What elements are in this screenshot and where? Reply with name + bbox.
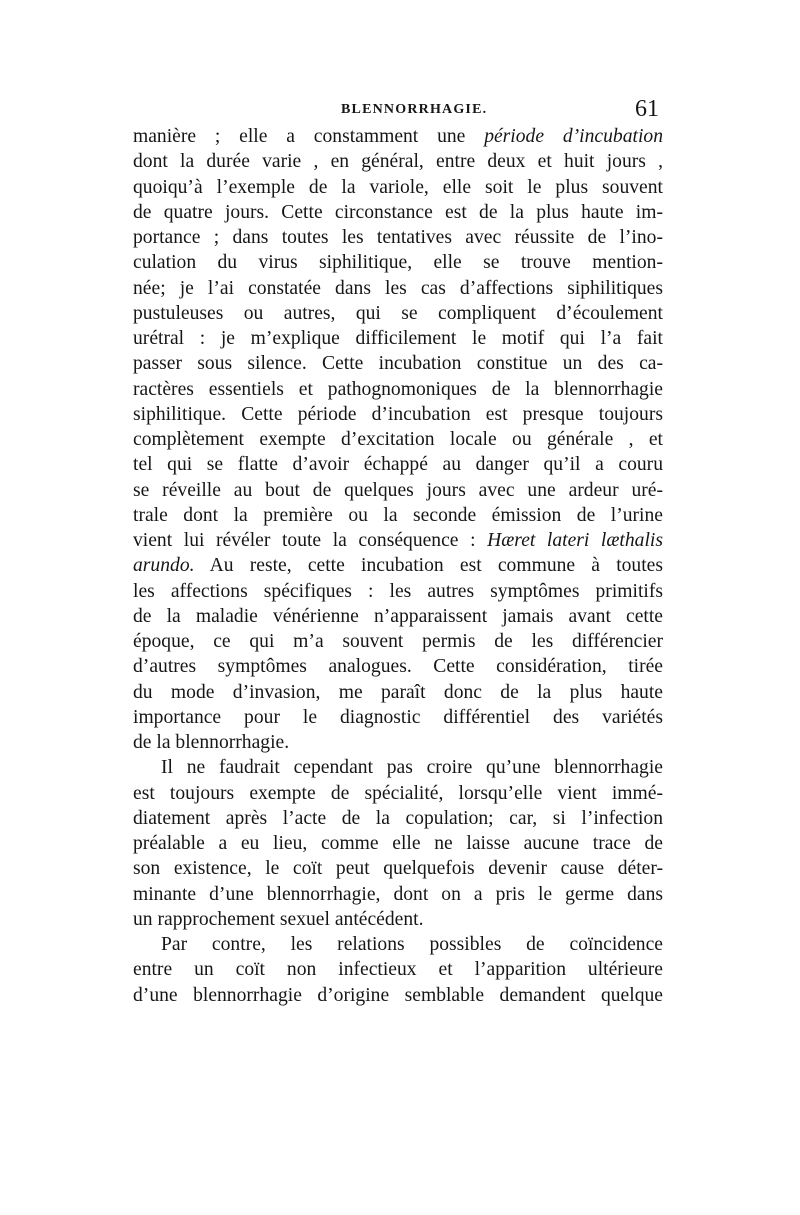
text-line: pustuleuses ou autres, qui se compliquent d’écoulement (133, 302, 663, 324)
text-line: entre un coït non infectieux et l’apparition ultérieure (133, 959, 663, 981)
text-line: minante d’une blennorrhagie, dont on a pris le germe dans (133, 883, 663, 905)
page-number: 61 (635, 96, 659, 122)
text-line: vient lui révéler toute la conséquence : Hæret lateri læthalis (133, 530, 663, 551)
text-line: quoiqu’à l’exemple de la variole, elle soit le plus souvent (133, 176, 663, 198)
text-line: son existence, le coït peut quelquefois devenir cause déter- (133, 858, 663, 880)
text-line: siphilitique. Cette période d’incubation est presque toujours (133, 403, 663, 425)
text-line: de la maladie vénérienne n’apparaissent jamais avant cette (133, 605, 663, 627)
text-line: de quatre jours. Cette circonstance est de la plus haute im- (133, 201, 663, 223)
running-head (133, 96, 661, 126)
text-line: importance pour le diagnostic différentiel des variétés (133, 706, 663, 728)
running-title: BLENNORRHAGIE. (341, 102, 488, 117)
text-line: ractères essentiels et pathognomoniques de la blennorrhagie (133, 378, 663, 400)
text-line: passer sous silence. Cette incubation constitue un des ca- (133, 353, 663, 375)
text-line: préalable a eu lieu, comme elle ne laisse aucune trace de (133, 833, 663, 854)
italic-phrase: période d’incubation (484, 126, 663, 147)
italic-quotation-end: arundo. (133, 555, 195, 577)
text-line: les affections spécifiques : les autres symptômes primitifs (133, 580, 663, 602)
body-text (133, 124, 663, 1008)
text-line: portance ; dans toutes les tentatives avec réussite de l’ino- (133, 227, 663, 248)
text-line: manière ; elle a constamment une période d’incubation (133, 126, 663, 147)
text-line-paragraph-end: un rapprochement sexuel antécédent. (133, 908, 424, 930)
text-line: est toujours exempte de spécialité, lorsqu’elle vient immé- (133, 782, 663, 804)
text-line: arundo. Au reste, cette incubation est commune à toutes (133, 555, 663, 577)
text-line: urétral : je m’explique difficilement le motif qui l’a fait (133, 328, 663, 349)
text-line: d’une blennorrhagie d’origine semblable demandent quelque (133, 984, 663, 1006)
text-line: complètement exempte d’excitation locale ou générale , et (133, 429, 663, 450)
text-line-paragraph-start: Il ne faudrait cependant pas croire qu’une blennorrhagie (161, 757, 663, 779)
text-line: diatement après l’acte de la copulation; car, si l’infection (133, 807, 663, 829)
text-line: née; je l’ai constatée dans les cas d’affections siphilitiques (133, 277, 663, 299)
text-line: dont la durée varie , en général, entre deux et huit jours , (133, 151, 663, 173)
text-line: du mode d’invasion, me paraît donc de la plus haute (133, 681, 663, 703)
text-line-paragraph-start: Par contre, les relations possibles de coïncidence (161, 934, 663, 955)
text-line: d’autres symptômes analogues. Cette considération, tirée (133, 656, 663, 678)
text-line: se réveille au bout de quelques jours avec une ardeur uré- (133, 479, 663, 501)
text-line: culation du virus siphilitique, elle se trouve mention- (133, 252, 663, 274)
text-line: trale dont la première ou la seconde émission de l’urine (133, 504, 663, 526)
text-line-paragraph-end: de la blennorrhagie. (133, 732, 290, 753)
text-line: époque, ce qui m’a souvent permis de les différencier (133, 631, 663, 652)
text-line: tel qui se flatte d’avoir échappé au danger qu’il a couru (133, 454, 663, 476)
italic-quotation: Hæret lateri læthalis (487, 530, 663, 551)
